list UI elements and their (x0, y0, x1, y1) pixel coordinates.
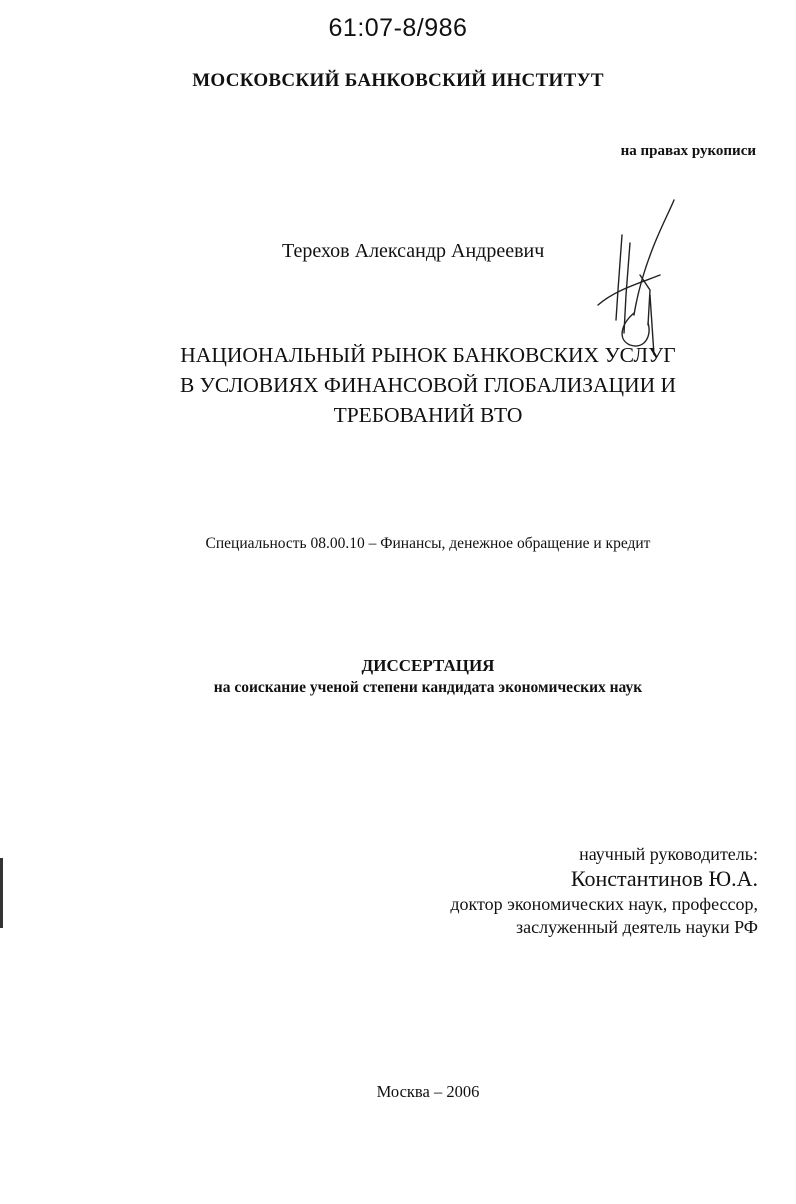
dissertation-heading: ДИССЕРТАЦИЯ (361, 656, 495, 675)
institute-name: МОСКОВСКИЙ БАНКОВСКИЙ ИНСТИТУТ (192, 70, 604, 91)
advisor-title: заслуженный деятель науки РФ (516, 917, 758, 937)
title-line: НАЦИОНАЛЬНЫЙ РЫНОК БАНКОВСКИХ УСЛУГ (180, 343, 676, 367)
title-line: В УСЛОВИЯХ ФИНАНСОВОЙ ГЛОБАЛИЗАЦИИ И (179, 373, 677, 397)
specialty: Специальность 08.00.10 – Финансы, денежное обращение и кредит (205, 535, 651, 552)
city-year: Москва – 2006 (376, 1082, 480, 1101)
signature-icon (590, 195, 680, 355)
advisor-name: Константинов Ю.А. (570, 866, 758, 891)
advisor-degree: доктор экономических наук, профессор, (450, 894, 758, 914)
document-code: 61:07-8/986 (328, 14, 468, 42)
author-name: Терехов Александр Андреевич (282, 240, 545, 262)
title-line: ТРЕБОВАНИЙ ВТО (333, 403, 523, 427)
advisor-label: научный руководитель: (579, 844, 758, 864)
scan-margin-mark (0, 858, 3, 928)
degree-sought: на соискание ученой степени кандидата экономических наук (213, 679, 643, 696)
rights-note: на правах рукописи (620, 143, 756, 159)
thesis-title (0, 340, 796, 430)
